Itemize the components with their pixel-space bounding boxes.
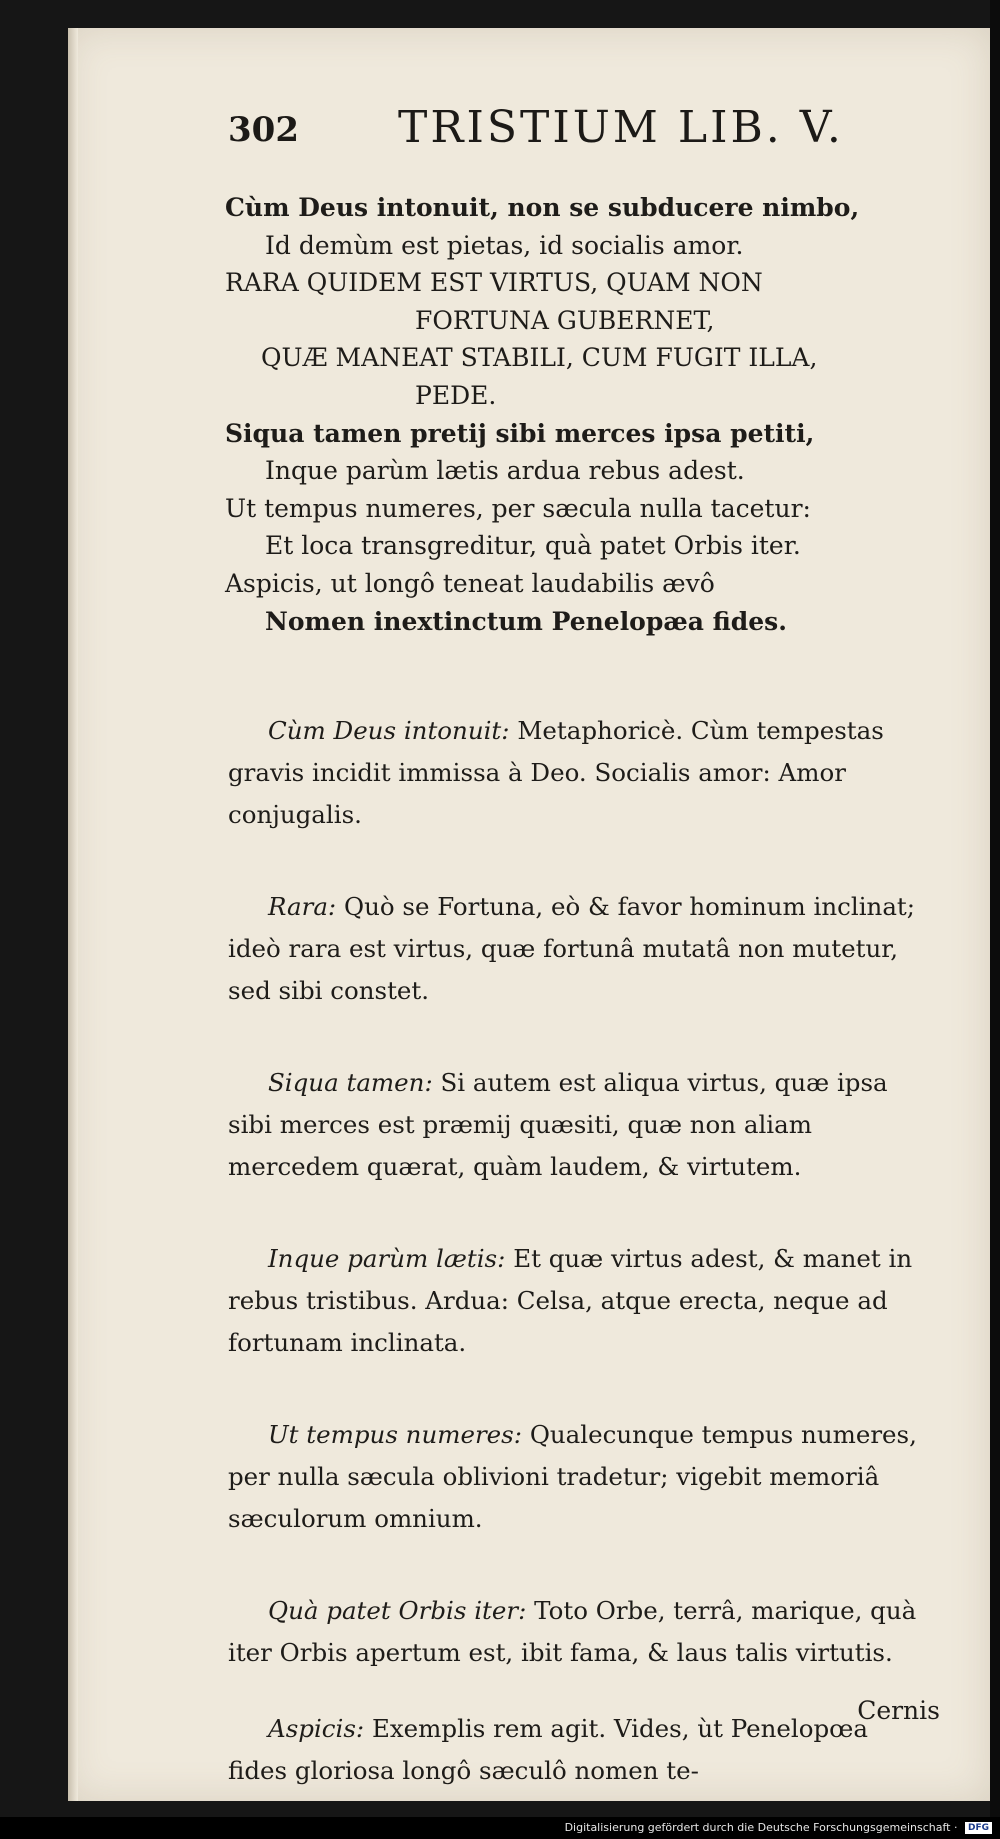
page-number: 302	[228, 110, 299, 150]
commentary-note	[228, 1414, 928, 1540]
verse-line: Ut tempus numeres, per sæcula nulla tacetur:	[225, 493, 811, 523]
commentary-note	[228, 1590, 928, 1674]
page-content	[68, 28, 990, 1801]
verse-line: Id demùm est pietas, id socialis amor.	[265, 230, 744, 260]
running-title: TRISTIUM LIB. V.	[398, 102, 844, 153]
commentary-note	[228, 710, 928, 836]
note-text: Metaphoricè. Cùm tempestas gravis incidit immissa à Deo. Socialis amor: Amor conjugalis.	[228, 716, 884, 829]
verse-line: Inque parùm lætis ardua rebus adest.	[265, 456, 745, 486]
note-text: Quò se Fortuna, eò & favor hominum inclinat; ideò rara est virtus, quæ fortunâ mutatâ non mutetur, sed sibi constet.	[228, 892, 916, 1005]
note-lemma: Cùm Deus intonuit:	[268, 716, 510, 745]
verse-line: Aspicis, ut longô teneat laudabilis ævô	[225, 568, 715, 598]
note-lemma: Ut tempus numeres:	[268, 1420, 523, 1449]
verse-block	[225, 189, 945, 640]
digitization-credit-bar	[0, 1817, 1000, 1839]
note-text: Exemplis rem agit. Vides, ùt Penelopœa fides gloriosa longô sæculô nomen te-	[228, 1714, 868, 1785]
credit-text: Digitalisierung gefördert durch die Deutsche Forschungsgemeinschaft ·	[564, 1821, 958, 1834]
commentary-note	[228, 1238, 928, 1364]
verse-line: Cùm Deus intonuit, non se subducere nimbo,	[225, 193, 860, 222]
verse-line: PEDE.	[415, 380, 497, 410]
note-lemma: Aspicis:	[268, 1714, 365, 1743]
note-text: Et quæ virtus adest, & manet in rebus tristibus. Ardua: Celsa, atque erecta, neque ad fortunam inclinata.	[228, 1244, 913, 1357]
dfg-logo: DFG	[965, 1822, 992, 1834]
verse-line: FORTUNA GUBERNET,	[415, 305, 715, 335]
note-text: Qualecunque tempus numeres, per nulla sæcula oblivioni tradetur; vigebit memoriâ sæculorum omnium.	[228, 1420, 917, 1533]
commentary-notes	[228, 710, 928, 1792]
commentary-note	[228, 886, 928, 1012]
verse-line: Siqua tamen pretij sibi merces ipsa petiti,	[225, 418, 815, 448]
note-lemma: Quà patet Orbis iter:	[268, 1596, 527, 1625]
note-text: Si autem est aliqua virtus, quæ ipsa sibi merces est præmij quæsiti, quæ non aliam mercedem quærat, quàm laudem, & virtutem.	[228, 1068, 888, 1181]
note-lemma: Rara:	[268, 892, 337, 921]
note-text: Toto Orbe, terrâ, marique, quà iter Orbis apertum est, ibit fama, & laus talis virtutis.	[228, 1596, 917, 1667]
commentary-note	[228, 1062, 928, 1188]
verse-line: RARA QUIDEM EST VIRTUS, QUAM NON	[225, 268, 763, 298]
note-lemma: Siqua tamen:	[268, 1068, 433, 1097]
commentary-note	[228, 1708, 928, 1792]
catchword: Cernis	[857, 1696, 940, 1725]
verse-line: Et loca transgreditur, quà patet Orbis iter.	[265, 531, 801, 561]
right-scan-edge	[990, 0, 1000, 1839]
page-header	[68, 98, 990, 158]
note-lemma: Inque parùm lætis:	[268, 1244, 506, 1273]
verse-line: Nomen inextinctum Penelopæa fides.	[265, 606, 787, 636]
verse-line: QUÆ MANEAT STABILI, CUM FUGIT ILLA,	[261, 343, 818, 373]
